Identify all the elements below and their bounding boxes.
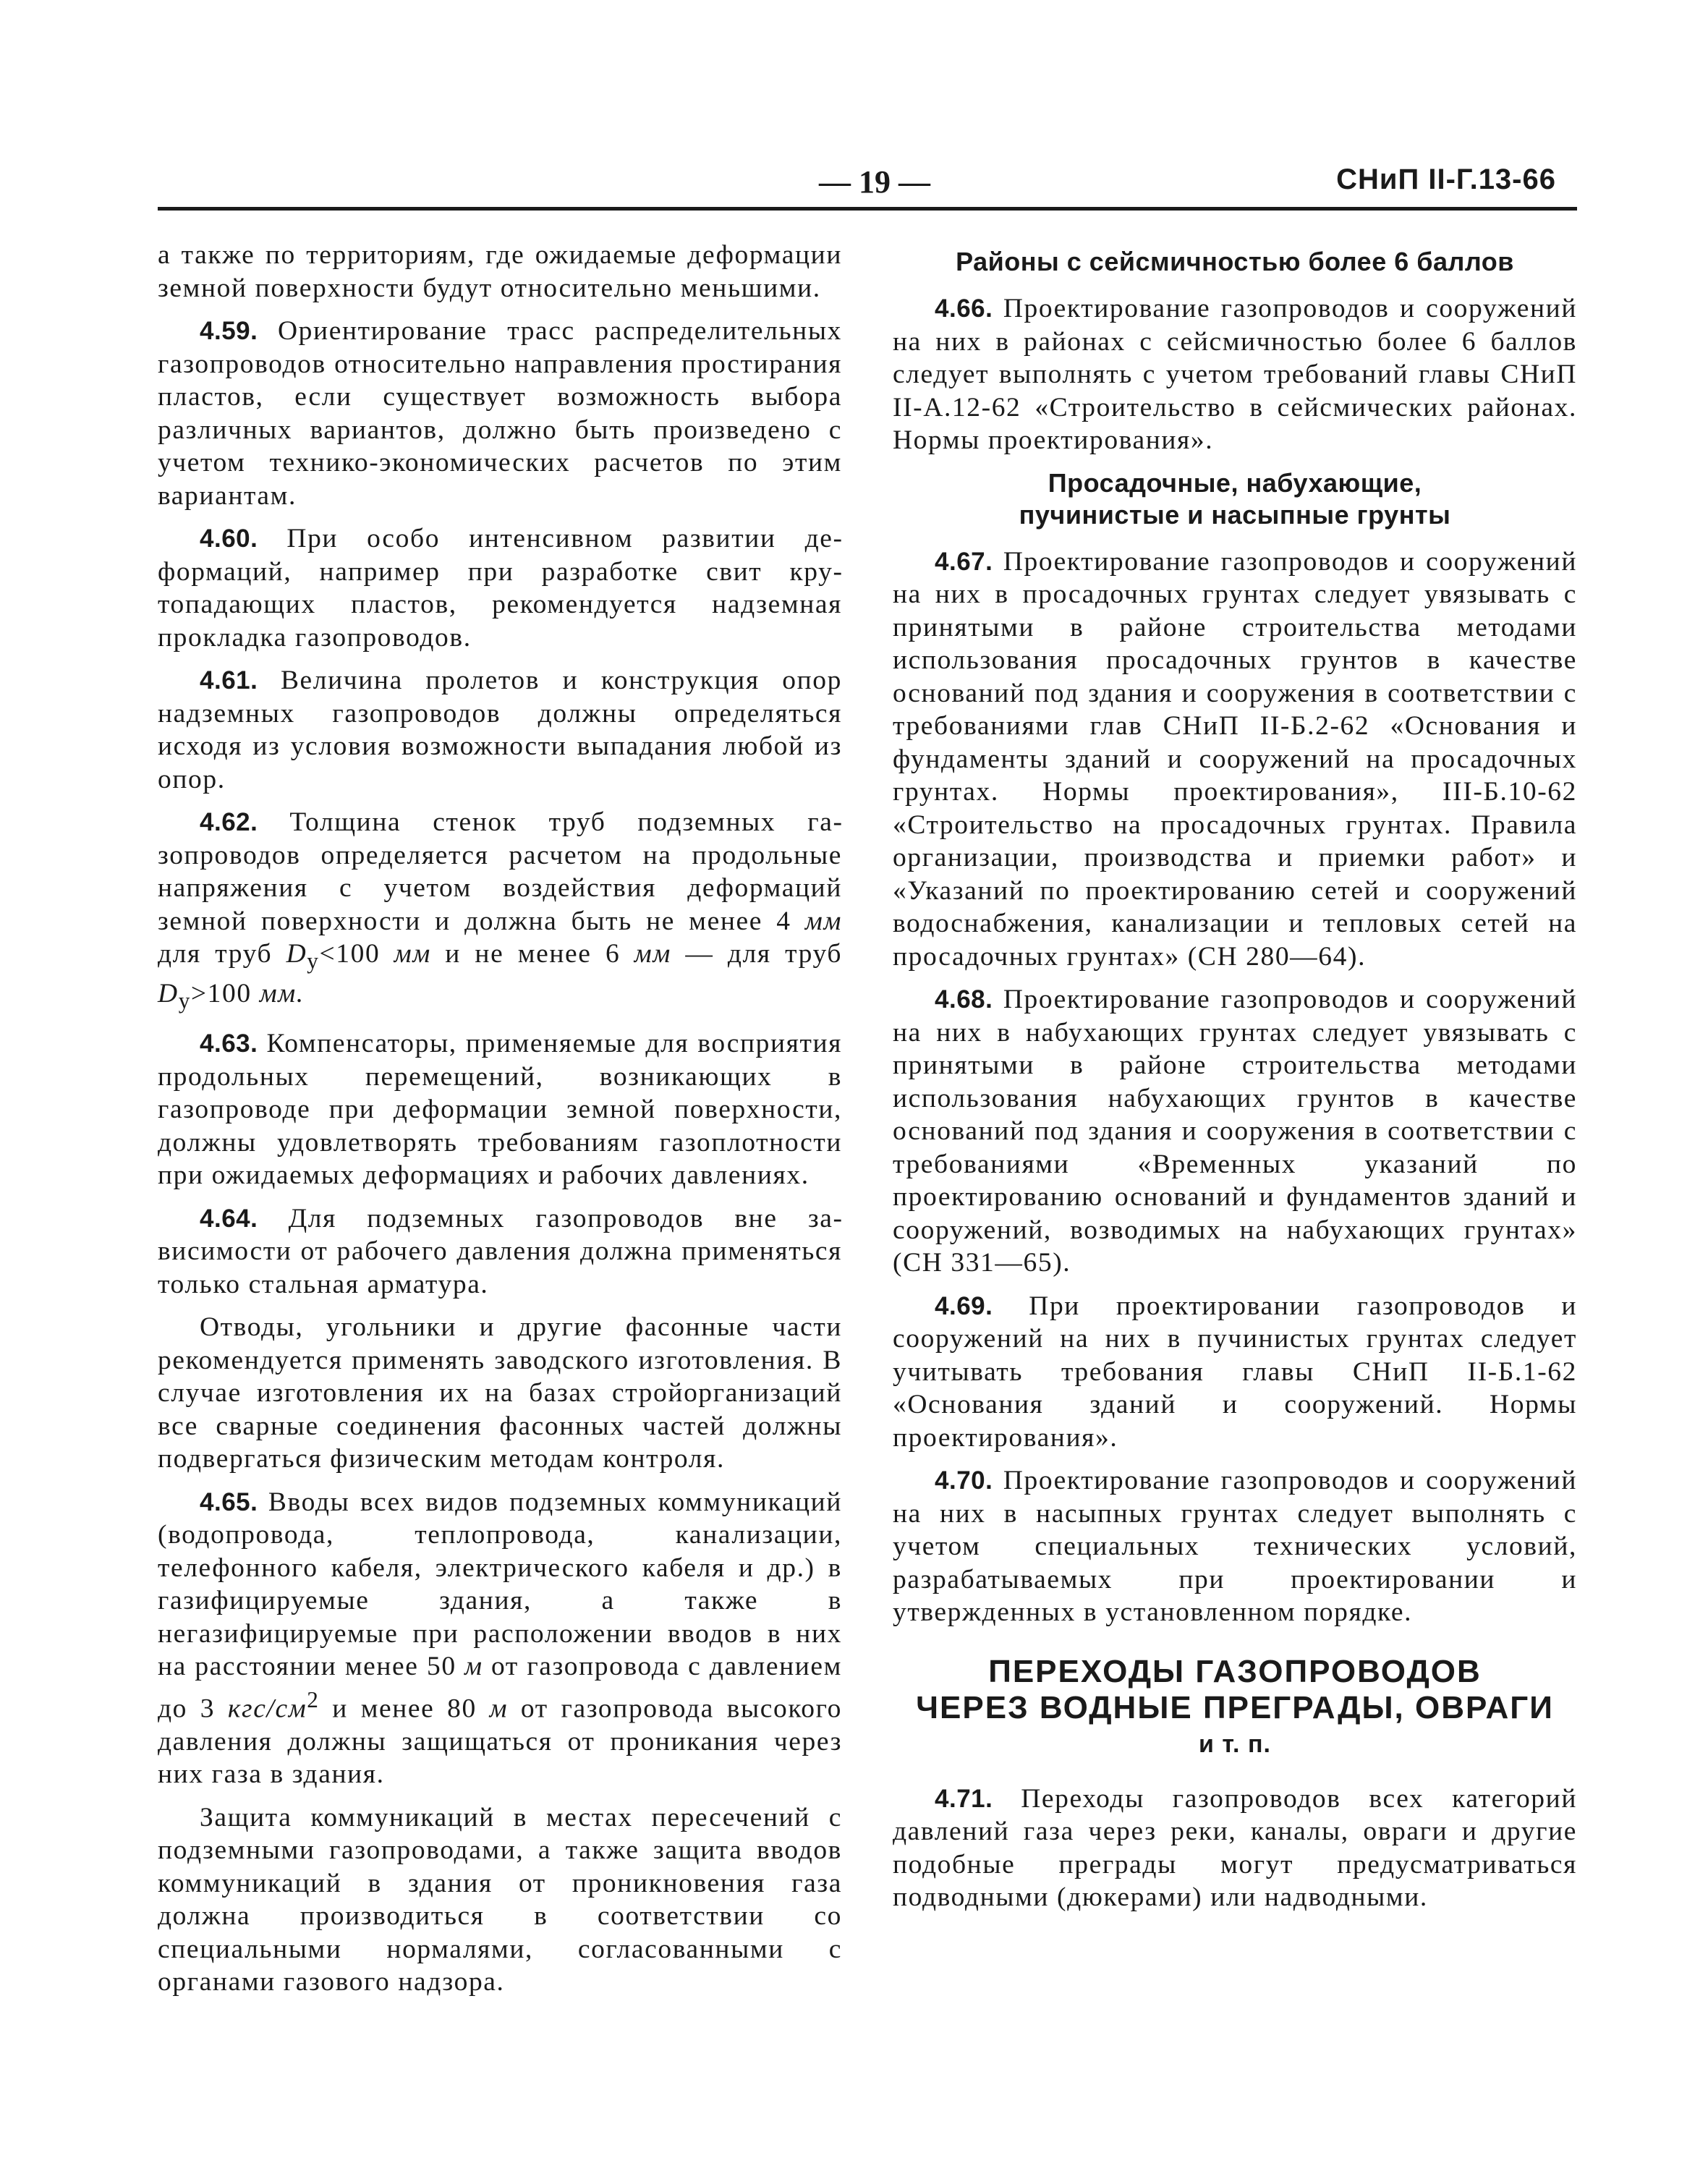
clause-text: Величина пролетов и конструкция опор надземных газопроводов должны определяться исходя из условия возможности выпадания любой из опор.: [158, 666, 842, 794]
clause-text: Ориентирование трасс распределительных газопроводов относительно направления простирания пластов, если существует возможность выбора различных вариантов, должно быть произведено с учетом технико-экономических расчетов по этим вариантам.: [158, 316, 842, 511]
page-number: — 19 —: [819, 164, 930, 200]
clause-4-69: [893, 1290, 1577, 1455]
heading-line: Просадочные, набухающие,: [1048, 467, 1422, 498]
section-heading-crossings: [893, 1654, 1577, 1762]
unit-m: м: [489, 1694, 509, 1723]
clause-text: При проектировании газопроводов и сооружений на них в пучинистых грунтах следует учитывать требования главы СНиП II-Б.1-62 «Основания зданий и сооружений. Нормы проектирования».: [893, 1291, 1577, 1453]
clause-4-60: [158, 522, 842, 654]
clause-4-62: [158, 806, 842, 1017]
symbol-subscript: у: [178, 987, 191, 1014]
clause-4-67: [893, 545, 1577, 974]
clause-text: Проектирование газопроводов и сооружений на них в насыпных грунтах следует выполнять с учетом специальных технических условий, разрабатываемых при проектировании и утвержденных в установленном порядке.: [893, 1466, 1577, 1627]
clause-text: Проектирование газопроводов и сооружений на них в районах с сейсмичностью более 6 баллов следует выполнять с учетом требований главы СНиП II-А.12-62 «Строительство в сейсмических районах. Нормы проектирования».: [893, 294, 1577, 455]
clause-text: и менее 80: [319, 1694, 490, 1723]
clause-number: 4.61.: [200, 666, 258, 695]
clause-4-64: [158, 1202, 842, 1301]
clause-number: 4.60.: [200, 524, 258, 553]
clause-text: Для подземных газопроводов вне зависимости от рабочего давления должна применяться только стальная арматура.: [158, 1203, 842, 1299]
document-code: СНиП II-Г.13-66: [1336, 163, 1556, 195]
section-heading-soils: [893, 467, 1577, 531]
clause-text: При особо интенсивном развитии деформаций, например при разработке свит крутопадающих пластов, рекомендуется надземная прокладка газопроводов.: [158, 524, 842, 653]
symbol-d: D: [158, 979, 179, 1008]
unit-mm: мм: [394, 939, 431, 969]
symbol-subscript: у: [307, 948, 320, 974]
clause-number: 4.71.: [935, 1784, 993, 1813]
left-column: [158, 239, 842, 2009]
clause-4-70: [893, 1464, 1577, 1629]
clause-4-64-continuation: Отводы, угольники и другие фасонные части рекомендуется применять заводского изготовления. В случае изготовления их на базах стройорганизаций все сварные соединения фасонных частей должны подвергаться физическим методам контроля.: [158, 1312, 842, 1474]
clause-4-63: [158, 1027, 842, 1192]
clause-text: Проектирование газопроводов и сооружений на них в набухающих грунтах следует увязывать с принятыми в районе строительства методами использования набухающих грунтов в качестве оснований под здания и сооружения в соответствии с требованиями «Временных указаний по проектированию оснований и фундаментов зданий и сооружений, возводимых на набухающих грунтах» (СН 331—65).: [893, 985, 1577, 1278]
clause-text: <100: [319, 939, 394, 969]
unit-mm: мм.: [259, 979, 305, 1008]
clause-number: 4.70.: [935, 1466, 993, 1495]
clause-4-71: [893, 1783, 1577, 1914]
clause-4-61: [158, 664, 842, 796]
symbol-d: D: [286, 939, 307, 969]
heading-line: пучинистые и насыпные грунты: [1019, 499, 1451, 530]
section-heading-seismic: Районы с сейсмичностью более 6 баллов: [956, 247, 1514, 276]
clause-text: для труб: [158, 939, 286, 969]
clause-number: 4.66.: [935, 294, 993, 323]
clause-number: 4.69.: [935, 1291, 993, 1320]
clause-number: 4.67.: [935, 547, 993, 576]
unit-mm: мм: [634, 939, 671, 969]
heading-line: ПЕРЕХОДЫ ГАЗОПРОВОДОВ: [988, 1653, 1482, 1689]
clause-number: 4.63.: [200, 1029, 258, 1058]
clause-text: Проектирование газопроводов и сооружений на них в просадочных грунтах следует увязывать с принятыми в районе строительства методами использования просадочных грунтов в качестве оснований под здания и сооружения в соответствии с требованиями глав СНиП II-Б.2-62 «Основания и фундаменты зданий и сооружений на просадочных грунтах. Нормы проектирования», III-Б.10-62 «Строительство на просадочных грунтах. Правила организации, производства и приемки работ» и «Указаний по проектированию сетей и сооружений водоснабжения, канализации и тепловых сетей на просадочных грунтах» (СН 280—64).: [893, 546, 1577, 972]
clause-text: Переходы газопроводов всех категорий давлений газа через реки, каналы, овраги и другие подобные преграды могут предусматриваться подводными (дюкерами) или надводными.: [893, 1783, 1577, 1912]
clause-text: Вводы всех видов подземных коммуникаций (водопровода, теплопровода, канализации, телефонного кабеля, электрического кабеля и др.) в газифицируемые здания, а также в негазифицируемые при расположении вводов в них на расстоянии менее 50: [158, 1487, 842, 1681]
unit-mm: мм: [804, 906, 842, 936]
clause-text: от газопровода с давлением до 3: [158, 1652, 842, 1723]
heading-line: и т. п.: [1199, 1730, 1271, 1758]
clause-4-65-continuation: Защита коммуникаций в местах пересечений с подземными газопроводами, а также защита вводов коммуникаций в здания от проникновения газа должна производиться в соответствии со специальными нормалями, согласованными с органами газового надзора.: [158, 1802, 842, 1997]
clause-number: 4.65.: [200, 1487, 258, 1516]
clause-4-68: [893, 983, 1577, 1280]
right-column: [893, 239, 1577, 1924]
clause-text: — для труб: [671, 939, 843, 969]
clause-4-65: [158, 1486, 842, 1791]
clause-text: >100: [190, 979, 260, 1008]
unit-kgs-cm: кгс/см: [227, 1694, 307, 1723]
unit-m: м: [464, 1652, 483, 1681]
clause-4-66: [893, 292, 1577, 457]
heading-line: ЧЕРЕЗ ВОДНЫЕ ПРЕГРАДЫ, ОВРАГИ: [916, 1689, 1554, 1725]
clause-text: Толщина стенок труб подземных газопроводов определяется расчетом на продольные напряжения с учетом воздействия деформаций земной поверхности и должна быть не менее 4: [158, 807, 842, 936]
unit-superscript: 2: [307, 1686, 320, 1712]
clause-number: 4.64.: [200, 1204, 258, 1233]
paragraph-continuation: а также по территориям, где ожидаемые деформации земной поверхности будут относительно меньшими.: [158, 240, 842, 303]
clause-number: 4.68.: [935, 985, 993, 1014]
clause-number: 4.59.: [200, 317, 258, 345]
clause-number: 4.62.: [200, 808, 258, 836]
clause-text: Компенсаторы, применяемые для восприятия продольных перемещений, возникающих в газопроводе при деформации земной поверхности, должны удовлетворять требованиям газоплотности при ожидаемых деформациях и рабочих давлениях.: [158, 1029, 842, 1190]
clause-text: и не менее 6: [430, 939, 634, 969]
clause-text: от газопровода высокого давления должны защищаться от проникания через них газа в здания.: [158, 1694, 842, 1789]
header-rule: [158, 207, 1577, 211]
clause-4-59: [158, 315, 842, 512]
